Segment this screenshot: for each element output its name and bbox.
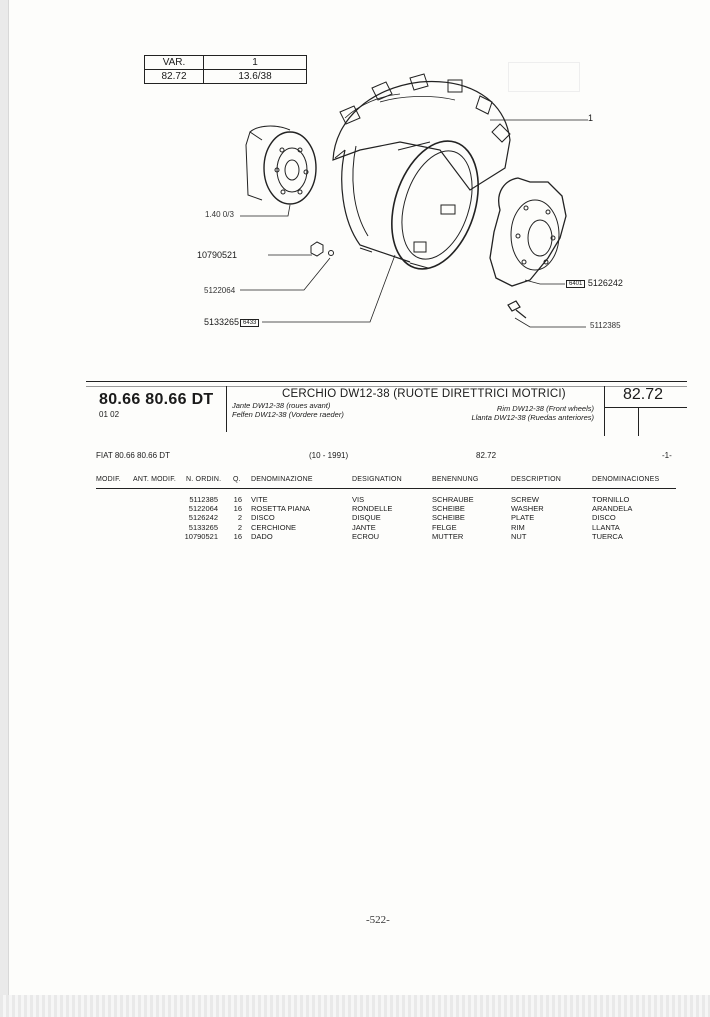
callout-5133265-tag: 6433 bbox=[240, 319, 259, 327]
parts-fr-column bbox=[352, 495, 392, 541]
parts-it-column bbox=[251, 495, 310, 541]
table-row-es: DISCO bbox=[592, 513, 616, 523]
callout-5112385: 5112385 bbox=[590, 321, 621, 330]
table-row-num: 5133265 bbox=[188, 522, 218, 532]
parts-qty-column bbox=[224, 495, 242, 541]
header-divider-left bbox=[226, 386, 227, 432]
table-row-en: WASHER bbox=[511, 504, 544, 514]
var-row-value: 13.6/38 bbox=[204, 70, 307, 84]
col-n-ordin: N. ORDIN. bbox=[186, 476, 222, 483]
table-row-de: SCHRAUBE bbox=[432, 495, 474, 504]
meta-date: (10 - 1991) bbox=[309, 451, 349, 460]
rim-inner bbox=[389, 142, 484, 268]
col-modif: MODIF. bbox=[96, 476, 121, 483]
header-top-rule-2 bbox=[86, 386, 687, 387]
washer-shape bbox=[329, 251, 334, 256]
table-row-fr: RONDELLE bbox=[352, 504, 393, 514]
columns-rule bbox=[96, 488, 676, 489]
screw-shape bbox=[508, 301, 526, 318]
callout-ref-140: 1.40 0/3 bbox=[205, 210, 234, 219]
table-row-qty: 2 bbox=[237, 513, 242, 523]
table-row-de: FELGE bbox=[432, 522, 457, 532]
table-row-num: 5122064 bbox=[188, 504, 218, 514]
table-row-de: SCHEIBE bbox=[432, 513, 465, 523]
table-row-de: MUTTER bbox=[432, 531, 464, 541]
title-en: Rim DW12-38 (Front wheels) bbox=[496, 404, 594, 413]
nut-shape bbox=[311, 242, 323, 256]
var-row-code: 82.72 bbox=[145, 70, 204, 84]
table-row-qty: 16 bbox=[233, 495, 242, 504]
parts-en-column bbox=[511, 495, 544, 541]
callout-5133265 bbox=[204, 317, 259, 327]
table-row-en: SCREW bbox=[511, 495, 539, 504]
table-row-qty: 16 bbox=[233, 531, 242, 541]
parts-de-column bbox=[432, 495, 474, 541]
col-q: Q. bbox=[233, 476, 241, 483]
part-title: CERCHIO DW12-38 (RUOTE DIRETTRICI MOTRICI) bbox=[282, 388, 566, 400]
table-row-fr: VIS bbox=[352, 495, 365, 504]
table-row-fr: ECROU bbox=[352, 531, 380, 541]
meta-code: 82.72 bbox=[476, 451, 497, 460]
header-divider-right bbox=[604, 386, 605, 436]
col-denominazione: DENOMINAZIONE bbox=[251, 476, 313, 483]
callout-5126242 bbox=[565, 278, 623, 288]
table-row-it: VITE bbox=[251, 495, 268, 504]
table-row-num: 5126242 bbox=[188, 513, 218, 523]
callout-1: 1 bbox=[588, 113, 594, 123]
table-row-num: 10790521 bbox=[184, 531, 218, 541]
page-code: 82.72 bbox=[623, 386, 664, 403]
table-row-it: DADO bbox=[251, 531, 273, 541]
col-designation: DESIGNATION bbox=[352, 476, 402, 483]
callout-5126242-number: 5126242 bbox=[587, 278, 623, 288]
header-top-rule bbox=[86, 381, 687, 382]
wheel-disc bbox=[490, 178, 566, 286]
col-benennung: BENENNUNG bbox=[432, 476, 479, 483]
table-row-it: ROSETTA PIANA bbox=[251, 504, 311, 514]
table-row-es: LLANTA bbox=[592, 522, 620, 532]
scan-bottom-strip bbox=[0, 995, 710, 1017]
col-description: DESCRIPTION bbox=[511, 476, 562, 483]
header-divider-right-2 bbox=[638, 407, 639, 436]
meta-model: FIAT 80.66 80.66 DT bbox=[96, 451, 170, 460]
model-subcode: 01 02 bbox=[99, 410, 120, 419]
title-es: Llanta DW12-38 (Ruedas anteriores) bbox=[471, 413, 594, 422]
meta-sheet: -1- bbox=[662, 451, 672, 460]
table-row-en: RIM bbox=[511, 522, 525, 532]
parts-es-column bbox=[592, 495, 632, 541]
hub-disc bbox=[264, 132, 316, 204]
table-row-de: SCHEIBE bbox=[432, 504, 465, 514]
var-header-label: VAR. bbox=[145, 56, 204, 70]
table-row-fr: DISQUE bbox=[352, 513, 381, 523]
table-row-it: DISCO bbox=[251, 513, 275, 523]
parts-num-column bbox=[170, 495, 218, 541]
title-de: Felfen DW12-38 (Vordere raeder) bbox=[232, 410, 344, 419]
col-denominaciones: DENOMINACIONES bbox=[592, 476, 660, 483]
title-fr: Jante DW12-38 (roues avant) bbox=[232, 401, 331, 410]
col-ant-modif: ANT. MODIF. bbox=[133, 476, 177, 483]
rim-slot bbox=[441, 205, 455, 214]
table-row-es: TORNILLO bbox=[592, 495, 630, 504]
callout-5122064: 5122064 bbox=[204, 286, 236, 295]
var-header-value: 1 bbox=[204, 56, 307, 70]
table-row-en: NUT bbox=[511, 531, 527, 541]
table-row-es: TUERCA bbox=[592, 531, 623, 541]
table-row-num: 5112385 bbox=[189, 495, 218, 504]
page-number: -522- bbox=[366, 914, 390, 926]
callout-5133265-number: 5133265 bbox=[204, 317, 240, 327]
callout-5126242-tag: 6401 bbox=[566, 280, 585, 288]
tread-lugs bbox=[340, 74, 510, 142]
table-row-qty: 2 bbox=[237, 522, 242, 532]
model-name: 80.66 80.66 DT bbox=[99, 391, 214, 408]
callout-10790521: 10790521 bbox=[197, 250, 238, 260]
table-row-fr: JANTE bbox=[352, 522, 376, 532]
table-row-qty: 16 bbox=[233, 504, 242, 514]
table-row-en: PLATE bbox=[511, 513, 535, 523]
table-row-es: ARANDELA bbox=[592, 504, 633, 514]
table-row-it: CERCHIONE bbox=[251, 522, 297, 532]
header-right-rule bbox=[604, 407, 687, 408]
